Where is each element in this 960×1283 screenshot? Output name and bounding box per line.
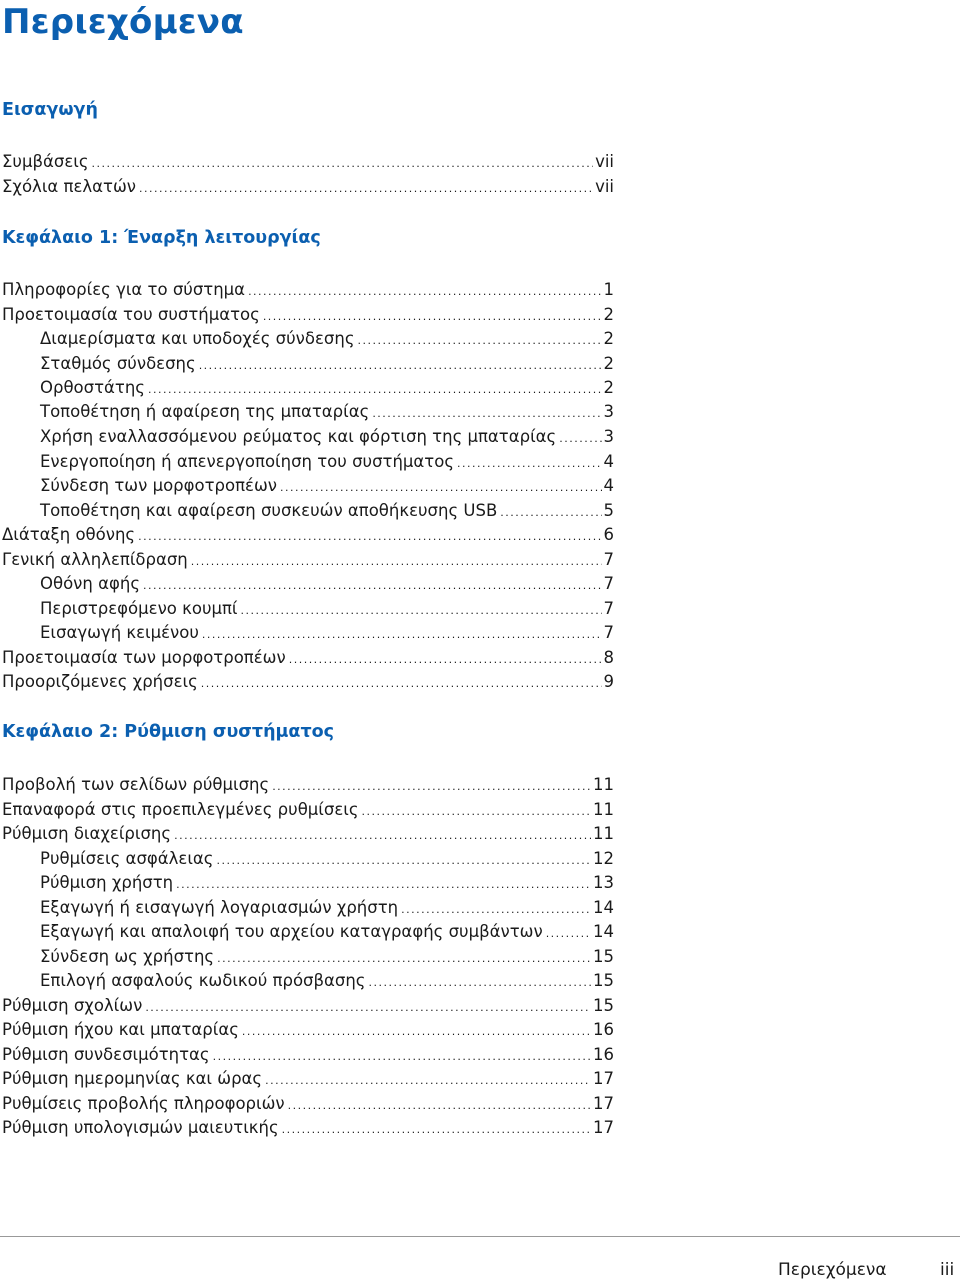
toc-entry-page-number: 2 — [603, 378, 614, 397]
toc-entry-title: Περιστρεφόμενο κουμπί — [40, 599, 238, 618]
dot-leader — [288, 1094, 591, 1118]
toc-entry-title: Γενική αλληλεπίδραση — [2, 550, 188, 569]
toc-entry-title: Επιλογή ασφαλούς κωδικού πρόσβασης — [40, 971, 366, 990]
toc-entry-page-number: vii — [595, 177, 614, 196]
toc-entry[interactable] — [40, 499, 614, 523]
dot-leader — [372, 402, 601, 426]
toc-entry[interactable] — [40, 621, 614, 645]
toc-entry[interactable] — [40, 327, 614, 351]
toc-entry[interactable] — [2, 1116, 614, 1140]
toc-entry-page-number: 4 — [603, 476, 614, 495]
toc-entry[interactable] — [2, 150, 614, 174]
dot-leader — [263, 305, 602, 329]
dot-leader — [248, 280, 601, 304]
toc-entry[interactable] — [40, 945, 614, 969]
toc-entry-title: Χρήση εναλλασσόμενου ρεύματος και φόρτιση της μπαταρίας — [40, 427, 557, 446]
dot-leader — [362, 800, 591, 824]
dot-leader — [174, 824, 591, 848]
toc-entry-page-number: 11 — [593, 775, 614, 794]
dot-leader — [280, 476, 601, 500]
toc-entry-page-number: 17 — [593, 1069, 614, 1088]
toc-entry-page-number: 7 — [603, 623, 614, 642]
toc-entry-page-number: 16 — [593, 1020, 614, 1039]
toc-entry[interactable] — [2, 1067, 614, 1091]
dot-leader — [265, 1069, 591, 1093]
toc-entry-title: Προοριζόμενες χρήσεις — [2, 672, 198, 691]
toc-entry-page-number: 15 — [593, 996, 614, 1015]
dot-leader — [369, 971, 592, 995]
toc-entry-title: Ρύθμιση συνδεσιμότητας — [2, 1045, 210, 1064]
dot-leader — [143, 574, 602, 598]
toc-entry[interactable] — [40, 896, 614, 920]
toc-entry[interactable] — [2, 646, 614, 670]
dot-leader — [242, 1020, 591, 1044]
toc-entry[interactable] — [40, 847, 614, 871]
toc-entry-page-number: 3 — [603, 402, 614, 421]
dot-leader — [241, 599, 602, 623]
dot-leader — [213, 1045, 591, 1069]
dot-leader — [546, 922, 591, 946]
toc-entry-page-number: 4 — [603, 452, 614, 471]
toc-entry-title: Ρύθμιση ημερομηνίας και ώρας — [2, 1069, 263, 1088]
toc-entry-page-number: 9 — [603, 672, 614, 691]
toc-entry-page-number: 1 — [603, 280, 614, 299]
toc-entry-page-number: 13 — [593, 873, 614, 892]
toc-entry-page-number: 12 — [593, 849, 614, 868]
toc-entry-title: Ρύθμιση υπολογισμών μαιευτικής — [2, 1118, 279, 1137]
dot-leader — [289, 648, 602, 672]
toc-entry-page-number: vii — [595, 152, 614, 171]
toc-entry-title: Τοποθέτηση ή αφαίρεση της μπαταρίας — [40, 402, 370, 421]
toc-entry[interactable] — [2, 548, 614, 572]
toc-entry-title: Ενεργοποίηση ή απενεργοποίηση του συστήματος — [40, 452, 455, 471]
dot-leader — [500, 501, 601, 525]
toc-entry-page-number: 14 — [593, 922, 614, 941]
toc-entry-page-number: 16 — [593, 1045, 614, 1064]
toc-entry[interactable] — [2, 773, 614, 797]
dot-leader — [202, 623, 602, 647]
toc-entry[interactable] — [2, 278, 614, 302]
toc-entry-page-number: 11 — [593, 824, 614, 843]
toc-entry-page-number: 5 — [603, 501, 614, 520]
toc-entry-page-number: 7 — [603, 550, 614, 569]
toc-entry-title: Οθόνη αφής — [40, 574, 140, 593]
page-title: Περιεχόμενα — [2, 2, 244, 42]
toc-entry-page-number: 11 — [593, 800, 614, 819]
dot-leader — [199, 354, 602, 378]
dot-leader — [148, 378, 602, 402]
section-heading: Κεφάλαιο 1: Έναρξη λειτουργίας — [2, 228, 321, 248]
toc-entry[interactable] — [2, 1018, 614, 1042]
toc-entry[interactable] — [40, 352, 614, 376]
dot-leader — [272, 775, 591, 799]
dot-leader — [176, 873, 591, 897]
toc-entry-title: Ρυθμίσεις ασφάλειας — [40, 849, 214, 868]
dot-leader — [457, 452, 601, 476]
toc-entry[interactable] — [2, 994, 614, 1018]
dot-leader — [216, 849, 591, 873]
footer-page-number: iii — [940, 1260, 955, 1280]
section-heading: Εισαγωγή — [2, 100, 98, 120]
toc-entry-title: Σχόλια πελατών — [2, 177, 136, 196]
toc-entry[interactable] — [40, 597, 614, 621]
toc-entry-page-number: 7 — [603, 599, 614, 618]
toc-entry[interactable] — [40, 871, 614, 895]
toc-entry-title: Σύνδεση ως χρήστης — [40, 947, 215, 966]
toc-entry[interactable] — [40, 450, 614, 474]
toc-entry-title: Τοποθέτηση και αφαίρεση συσκευών αποθήκευσης USB — [40, 501, 498, 520]
dot-leader — [139, 177, 593, 201]
toc-entry-title: Πληροφορίες για το σύστημα — [2, 280, 246, 299]
toc-entry[interactable] — [40, 474, 614, 498]
toc-entry[interactable] — [2, 798, 614, 822]
toc-entry-title: Εξαγωγή ή εισαγωγή λογαριασμών χρήστη — [40, 898, 399, 917]
dot-leader — [191, 550, 602, 574]
toc-entry[interactable] — [40, 572, 614, 596]
toc-entry[interactable] — [2, 1043, 614, 1067]
toc-entry[interactable] — [40, 425, 614, 449]
toc-entry-title: Σταθμός σύνδεσης — [40, 354, 196, 373]
toc-entry[interactable] — [2, 822, 614, 846]
toc-entry-page-number: 17 — [593, 1118, 614, 1137]
footer-label: Περιεχόμενα — [778, 1260, 887, 1280]
toc-entry-title: Διαμερίσματα και υποδοχές σύνδεσης — [40, 329, 355, 348]
toc-entry-title: Διάταξη οθόνης — [2, 525, 136, 544]
dot-leader — [282, 1118, 591, 1142]
dot-leader — [145, 996, 591, 1020]
toc-entry[interactable] — [40, 969, 614, 993]
dot-leader — [559, 427, 601, 451]
dot-leader — [201, 672, 602, 696]
toc-entry-title: Ρύθμιση ήχου και μπαταρίας — [2, 1020, 239, 1039]
toc-entry-title: Εισαγωγή κειμένου — [40, 623, 199, 642]
toc-entry-page-number: 6 — [603, 525, 614, 544]
toc-entry[interactable] — [40, 400, 614, 424]
toc-entry-page-number: 8 — [603, 648, 614, 667]
toc-entry-title: Προετοιμασία των μορφοτροπέων — [2, 648, 286, 667]
toc-entry[interactable] — [40, 376, 614, 400]
toc-entry-title: Προετοιμασία του συστήματος — [2, 305, 260, 324]
toc-entry-page-number: 17 — [593, 1094, 614, 1113]
toc-entry-page-number: 3 — [603, 427, 614, 446]
section-heading: Κεφάλαιο 2: Ρύθμιση συστήματος — [2, 722, 335, 742]
toc-entry-title: Συμβάσεις — [2, 152, 89, 171]
toc-entry-page-number: 7 — [603, 574, 614, 593]
toc-entry-title: Ρύθμιση σχολίων — [2, 996, 143, 1015]
toc-entry-title: Ρυθμίσεις προβολής πληροφοριών — [2, 1094, 285, 1113]
dot-leader — [92, 152, 594, 176]
dot-leader — [401, 898, 591, 922]
dot-leader — [138, 525, 601, 549]
toc-entry[interactable] — [2, 175, 614, 199]
toc-entry-page-number: 2 — [603, 354, 614, 373]
dot-leader — [358, 329, 602, 353]
toc-entry-title: Εξαγωγή και απαλοιφή του αρχείου καταγραφής συμβάντων — [40, 922, 543, 941]
dot-leader — [217, 947, 591, 971]
toc-entry-title: Επαναφορά στις προεπιλεγμένες ρυθμίσεις — [2, 800, 359, 819]
toc-entry-title: Ρύθμιση διαχείρισης — [2, 824, 172, 843]
toc-entry-page-number: 2 — [603, 329, 614, 348]
toc-entry[interactable] — [40, 920, 614, 944]
toc-entry[interactable] — [2, 670, 614, 694]
toc-entry[interactable] — [2, 303, 614, 327]
toc-entry[interactable] — [2, 1092, 614, 1116]
toc-entry-title: Ρύθμιση χρήστη — [40, 873, 174, 892]
toc-entry-page-number: 14 — [593, 898, 614, 917]
toc-entry-title: Σύνδεση των μορφοτροπέων — [40, 476, 278, 495]
footer-divider — [0, 1236, 960, 1237]
toc-entry-page-number: 2 — [603, 305, 614, 324]
toc-entry[interactable] — [2, 523, 614, 547]
toc-entry-title: Ορθοστάτης — [40, 378, 145, 397]
toc-entry-title: Προβολή των σελίδων ρύθμισης — [2, 775, 270, 794]
toc-entry-page-number: 15 — [593, 947, 614, 966]
toc-entry-page-number: 15 — [593, 971, 614, 990]
